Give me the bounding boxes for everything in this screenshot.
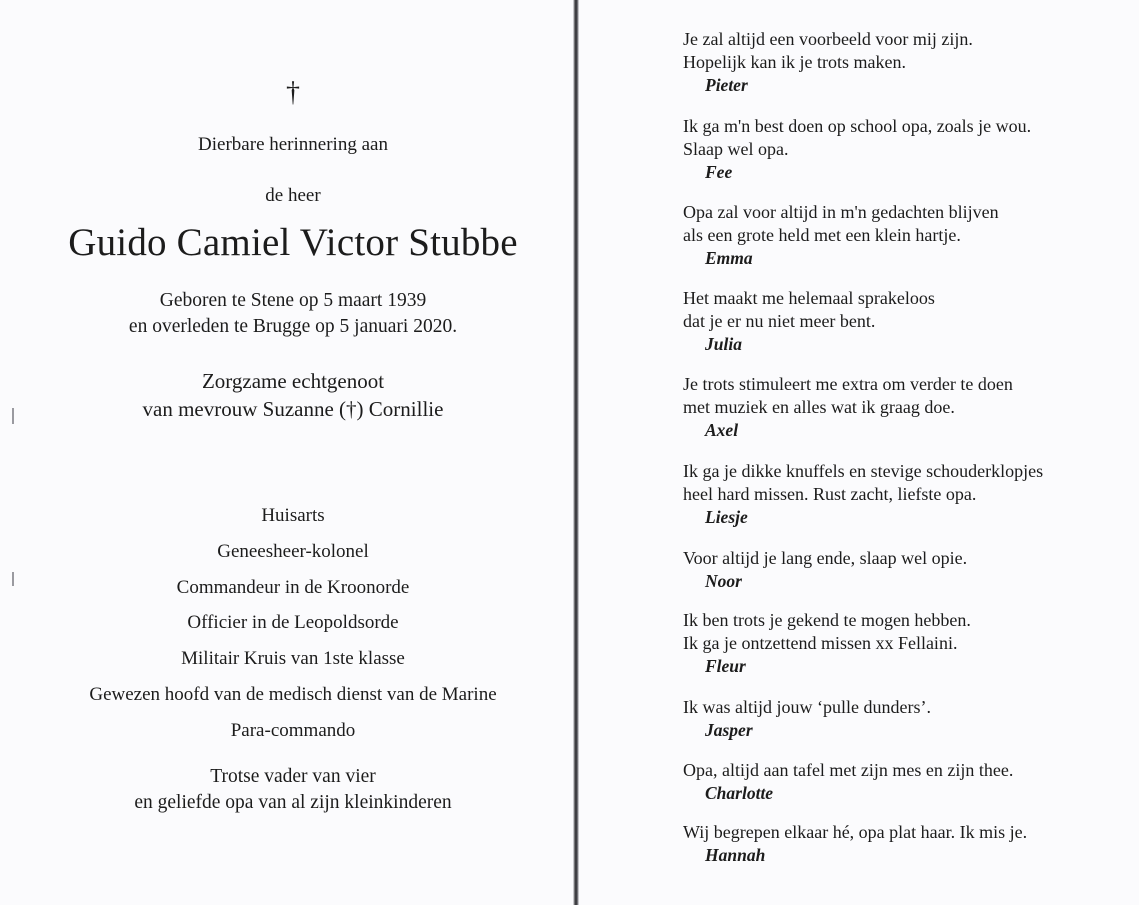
message-line: heel hard missen. Rust zacht, liefste opa. xyxy=(683,484,977,504)
title-item: Gewezen hoofd van de medisch dienst van de Marine xyxy=(89,683,497,705)
title-item: Militair Kruis van 1ste klasse xyxy=(181,648,405,670)
message-signature: Liesje xyxy=(705,507,748,527)
message-line: Opa zal voor altijd in m'n gedachten blijven xyxy=(683,202,999,222)
family-line: Trotse vader van vier xyxy=(210,766,376,787)
message-signature: Hannah xyxy=(705,845,766,865)
message-line: dat je er nu niet meer bent. xyxy=(683,311,876,331)
deceased-name: Guido Camiel Victor Stubbe xyxy=(68,221,518,264)
message-item xyxy=(683,115,1031,184)
family-line: en geliefde opa van al zijn kleinkinderen xyxy=(134,792,452,813)
title-item: Commandeur in de Kroonorde xyxy=(176,576,410,598)
intro-text: Dierbare herinnering aan xyxy=(198,134,388,155)
message-line: Je trots stimuleert me extra om verder te doen xyxy=(683,374,1013,394)
message-line: Wij begrepen elkaar hé, opa plat haar. Ik mis je. xyxy=(683,822,1028,842)
cross-icon: † xyxy=(286,77,300,108)
message-item xyxy=(683,460,1043,529)
message-signature: Julia xyxy=(705,334,742,354)
message-item xyxy=(683,759,1013,805)
message-signature: Pieter xyxy=(705,75,748,95)
message-signature: Noor xyxy=(705,571,742,591)
message-line: met muziek en alles wat ik graag doe. xyxy=(683,397,955,417)
birth-death-block xyxy=(0,288,586,340)
message-line: Ik was altijd jouw ‘pulle dunders’. xyxy=(683,697,931,717)
titles-list xyxy=(0,498,586,749)
message-line: als een grote held met een klein hartje. xyxy=(683,225,961,245)
message-signature: Axel xyxy=(705,420,739,440)
message-line: Je zal altijd een voorbeeld voor mij zijn. xyxy=(683,29,973,49)
title-item: Para-commando xyxy=(230,719,356,741)
message-item xyxy=(683,609,971,678)
message-signature: Jasper xyxy=(705,720,753,740)
title-item: Officier in de Leopoldsorde xyxy=(187,612,399,634)
message-item xyxy=(683,547,967,593)
message-item xyxy=(683,287,935,356)
birth-line: Geboren te Stene op 5 maart 1939 xyxy=(159,290,427,311)
title-item: Huisarts xyxy=(261,505,325,526)
spouse-block xyxy=(0,367,586,423)
message-signature: Fee xyxy=(705,162,733,182)
message-signature: Charlotte xyxy=(705,783,774,803)
spouse-role: Zorgzame echtgenoot xyxy=(201,369,385,393)
message-item xyxy=(683,28,973,97)
death-line: en overleden te Brugge op 5 januari 2020. xyxy=(128,316,458,337)
message-line: Slaap wel opa. xyxy=(683,139,789,159)
message-line: Hopelijk kan ik je trots maken. xyxy=(683,52,906,72)
message-line: Het maakt me helemaal sprakeloos xyxy=(683,288,935,308)
title-prefix: de heer xyxy=(265,185,321,206)
message-line: Ik ga je ontzettend missen xx Fellaini. xyxy=(683,633,958,653)
message-signature: Fleur xyxy=(705,656,746,676)
message-line: Ik ga je dikke knuffels en stevige schouderklopjes xyxy=(683,461,1044,481)
message-item xyxy=(683,821,1027,867)
message-line: Ik ga m'n best doen op school opa, zoals je wou. xyxy=(683,116,1032,136)
message-signature: Emma xyxy=(705,248,753,268)
message-line: Opa, altijd aan tafel met zijn mes en zijn thee. xyxy=(683,760,1014,780)
spouse-name: van mevrouw Suzanne (†) Cornillie xyxy=(142,397,444,421)
message-line: Voor altijd je lang ende, slaap wel opie. xyxy=(683,548,968,568)
message-item xyxy=(683,373,1013,442)
message-item xyxy=(683,696,931,742)
message-item xyxy=(683,201,999,270)
title-item: Geneesheer-kolonel xyxy=(217,540,369,562)
message-line: Ik ben trots je gekend te mogen hebben. xyxy=(683,610,971,630)
family-block xyxy=(0,764,586,816)
